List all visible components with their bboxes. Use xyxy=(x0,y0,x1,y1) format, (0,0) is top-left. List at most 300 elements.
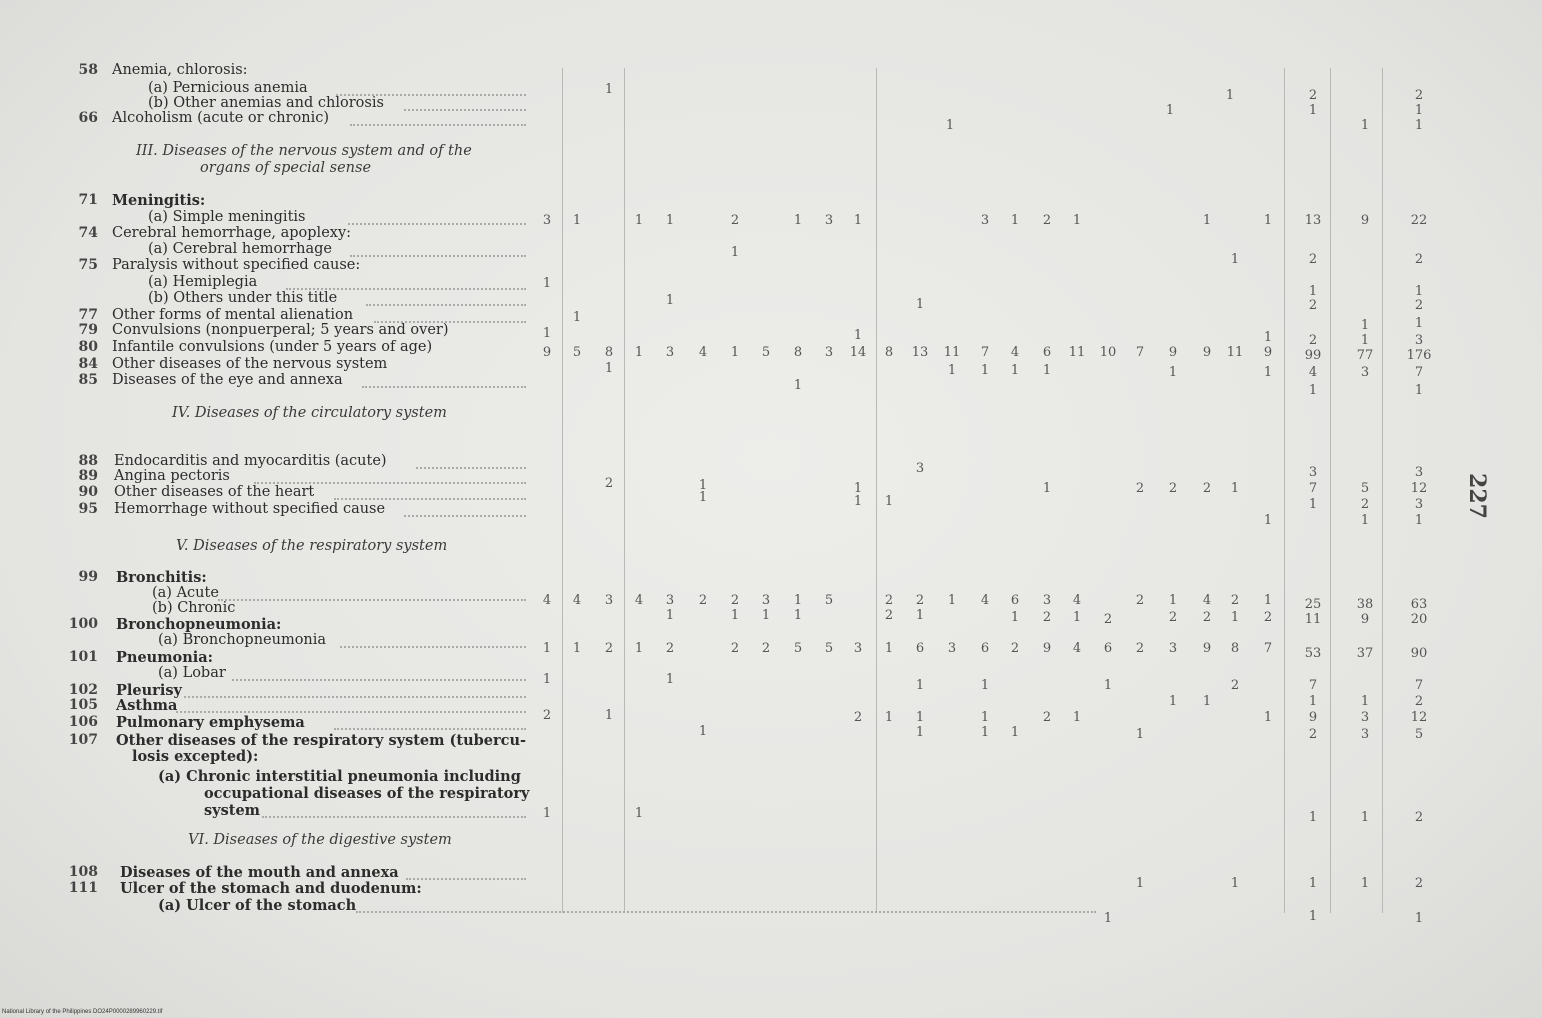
table-cell: 1 xyxy=(1360,694,1370,709)
row-label: Anemia, chlorosis: xyxy=(112,62,248,78)
row-number: 74 xyxy=(78,225,98,241)
table-cell: 1 xyxy=(542,672,552,687)
table-cell: 5 xyxy=(1414,727,1424,742)
table-cell: 1 xyxy=(1414,513,1424,528)
row-label: Endocarditis and myocarditis (acute) xyxy=(114,453,387,469)
table-cell: 14 xyxy=(849,345,867,360)
row-label: occupational diseases of the respiratory xyxy=(204,785,530,802)
table-cell: 2 xyxy=(1010,641,1020,656)
table-cell: 1 xyxy=(1042,363,1052,378)
table-cell: 1 xyxy=(698,724,708,739)
column-rule xyxy=(1382,68,1383,913)
row-label: Bronchitis: xyxy=(116,569,207,586)
table-cell: 4 xyxy=(634,593,644,608)
table-cell: 4 xyxy=(1308,365,1318,380)
table-cell: 1 xyxy=(542,806,552,821)
table-cell: 2 xyxy=(1308,88,1318,103)
row-label: (a) Bronchopneumonia xyxy=(158,632,327,648)
table-cell: 8 xyxy=(1230,641,1240,656)
table-cell: 3 xyxy=(980,213,990,228)
table-cell: 1 xyxy=(793,213,803,228)
table-cell: 8 xyxy=(793,345,803,360)
table-cell: 1 xyxy=(980,363,990,378)
dot-leader xyxy=(184,696,526,698)
table-cell: 9 xyxy=(1202,345,1212,360)
table-cell: 4 xyxy=(1010,345,1020,360)
column-rule xyxy=(1284,68,1285,913)
table-cell: 2 xyxy=(1308,298,1318,313)
table-cell: 9 xyxy=(1308,710,1318,725)
dot-leader xyxy=(366,304,526,306)
row-label: (a) Simple meningitis xyxy=(148,209,306,225)
table-cell: 2 xyxy=(1263,610,1273,625)
table-cell: 1 xyxy=(1010,610,1020,625)
table-cell: 1 xyxy=(947,363,957,378)
row-label: (a) Chronic interstitial pneumonia including xyxy=(158,768,521,785)
table-cell: 2 xyxy=(730,213,740,228)
table-cell: 20 xyxy=(1410,612,1428,627)
row-label: Other diseases of the nervous system xyxy=(112,356,388,372)
table-cell: 6 xyxy=(980,641,990,656)
row-label: (a) Cerebral hemorrhage xyxy=(148,241,332,257)
section-heading: organs of special sense xyxy=(200,160,372,176)
table-cell: 13 xyxy=(1304,213,1322,228)
table-cell: 3 xyxy=(604,593,614,608)
table-cell: 1 xyxy=(604,708,614,723)
section-heading: III. Diseases of the nervous system and of the xyxy=(136,143,472,159)
row-number: 95 xyxy=(78,501,98,517)
table-cell: 1 xyxy=(1225,88,1235,103)
table-cell: 1 xyxy=(1010,213,1020,228)
table-cell: 90 xyxy=(1410,646,1428,661)
table-cell: 3 xyxy=(1414,465,1424,480)
table-cell: 1 xyxy=(572,213,582,228)
table-cell: 3 xyxy=(853,641,863,656)
table-cell: 6 xyxy=(915,641,925,656)
table-cell: 1 xyxy=(1308,284,1318,299)
table-cell: 1 xyxy=(1308,103,1318,118)
table-cell: 2 xyxy=(1414,810,1424,825)
row-label: Asthma xyxy=(116,697,178,714)
table-cell: 1 xyxy=(634,641,644,656)
table-cell: 6 xyxy=(1103,641,1113,656)
row-number: 101 xyxy=(68,649,98,665)
row-label: Pulmonary emphysema xyxy=(116,714,305,731)
table-cell: 1 xyxy=(1308,497,1318,512)
table-cell: 2 xyxy=(1414,694,1424,709)
table-cell: 1 xyxy=(634,345,644,360)
table-cell: 1 xyxy=(1103,911,1113,926)
table-cell: 1 xyxy=(1308,909,1318,924)
table-cell: 1 xyxy=(698,490,708,505)
table-cell: 5 xyxy=(1360,481,1370,496)
table-cell: 2 xyxy=(1414,876,1424,891)
table-cell: 3 xyxy=(1042,593,1052,608)
row-label: Convulsions (nonpuerperal; 5 years and over) xyxy=(112,322,449,338)
table-cell: 4 xyxy=(1072,593,1082,608)
section-heading: V. Diseases of the respiratory system xyxy=(176,538,448,554)
table-cell: 3 xyxy=(1308,465,1318,480)
table-cell: 77 xyxy=(1356,348,1374,363)
table-cell: 2 xyxy=(915,593,925,608)
table-cell: 1 xyxy=(1414,316,1424,331)
table-cell: 1 xyxy=(945,118,955,133)
column-rule xyxy=(562,68,563,913)
table-cell: 3 xyxy=(761,593,771,608)
table-cell: 11 xyxy=(1304,612,1322,627)
table-cell: 2 xyxy=(1135,593,1145,608)
table-cell: 1 xyxy=(1230,876,1240,891)
table-cell: 2 xyxy=(1230,678,1240,693)
table-cell: 1 xyxy=(1263,513,1273,528)
table-cell: 3 xyxy=(665,593,675,608)
table-cell: 1 xyxy=(542,641,552,656)
section-heading: VI. Diseases of the digestive system xyxy=(188,832,452,848)
table-cell: 1 xyxy=(665,293,675,308)
row-label: (a) Acute xyxy=(152,585,219,601)
table-cell: 1 xyxy=(853,328,863,343)
table-cell: 1 xyxy=(604,82,614,97)
table-cell: 1 xyxy=(542,326,552,341)
table-cell: 1 xyxy=(1010,363,1020,378)
table-cell: 2 xyxy=(884,593,894,608)
dot-leader xyxy=(406,878,526,880)
row-label: Pneumonia: xyxy=(116,649,214,666)
table-cell: 1 xyxy=(1230,252,1240,267)
row-label: losis excepted): xyxy=(132,748,259,765)
table-cell: 2 xyxy=(1202,610,1212,625)
table-cell: 7 xyxy=(1308,678,1318,693)
table-cell: 2 xyxy=(604,476,614,491)
row-label: Other diseases of the respiratory system (tubercu- xyxy=(116,732,527,749)
row-label: Diseases of the mouth and annexa xyxy=(120,864,399,881)
table-cell: 2 xyxy=(1168,481,1178,496)
table-cell: 1 xyxy=(884,494,894,509)
table-cell: 1 xyxy=(730,345,740,360)
table-cell: 9 xyxy=(1360,213,1370,228)
table-cell: 1 xyxy=(1360,876,1370,891)
table-cell: 1 xyxy=(634,213,644,228)
row-label: Bronchopneumonia: xyxy=(116,616,282,633)
table-cell: 1 xyxy=(980,678,990,693)
column-rule xyxy=(624,68,625,913)
dot-leader xyxy=(356,911,1096,913)
table-cell: 2 xyxy=(1230,593,1240,608)
row-number: 100 xyxy=(68,616,98,632)
column-rule xyxy=(876,68,877,913)
row-number: 80 xyxy=(78,339,98,355)
row-label: (b) Chronic xyxy=(152,600,236,616)
table-cell: 1 xyxy=(884,710,894,725)
dot-leader xyxy=(416,467,526,469)
row-label: (a) Pernicious anemia xyxy=(148,80,308,96)
row-label: Meningitis: xyxy=(112,192,206,209)
row-label: Pleurisy xyxy=(116,682,182,699)
table-cell: 7 xyxy=(1135,345,1145,360)
table-cell: 11 xyxy=(943,345,961,360)
table-cell: 1 xyxy=(1263,710,1273,725)
table-cell: 1 xyxy=(730,608,740,623)
table-cell: 2 xyxy=(542,708,552,723)
table-cell: 1 xyxy=(1263,213,1273,228)
dot-leader xyxy=(334,498,526,500)
row-number: 111 xyxy=(68,880,98,896)
table-cell: 99 xyxy=(1304,348,1322,363)
table-cell: 1 xyxy=(1230,610,1240,625)
row-label: (b) Other anemias and chlorosis xyxy=(148,95,384,111)
table-cell: 2 xyxy=(1414,252,1424,267)
table-cell: 1 xyxy=(1168,365,1178,380)
table-cell: 3 xyxy=(665,345,675,360)
table-cell: 1 xyxy=(1202,694,1212,709)
row-label: Angina pectoris xyxy=(114,468,230,484)
table-cell: 4 xyxy=(1202,593,1212,608)
dot-leader xyxy=(362,386,526,388)
table-cell: 5 xyxy=(824,641,834,656)
table-cell: 1 xyxy=(1308,810,1318,825)
table-cell: 2 xyxy=(1168,610,1178,625)
table-cell: 1 xyxy=(1072,710,1082,725)
table-cell: 1 xyxy=(1414,103,1424,118)
table-cell: 1 xyxy=(665,213,675,228)
table-cell: 1 xyxy=(1168,593,1178,608)
row-number: 85 xyxy=(78,372,98,388)
row-number: 99 xyxy=(78,569,98,585)
table-cell: 2 xyxy=(1202,481,1212,496)
table-cell: 37 xyxy=(1356,646,1374,661)
table-cell: 1 xyxy=(1072,213,1082,228)
table-cell: 3 xyxy=(824,345,834,360)
row-number: 108 xyxy=(68,864,98,880)
table-cell: 1 xyxy=(1360,810,1370,825)
table-cell: 2 xyxy=(730,593,740,608)
table-cell: 1 xyxy=(853,213,863,228)
dot-leader xyxy=(404,109,526,111)
row-label: Cerebral hemorrhage, apoplexy: xyxy=(112,225,352,241)
column-rule xyxy=(1330,68,1331,913)
row-number: 90 xyxy=(78,484,98,500)
table-cell: 1 xyxy=(730,245,740,260)
dot-leader xyxy=(262,816,526,818)
dot-leader xyxy=(348,223,526,225)
table-cell: 3 xyxy=(947,641,957,656)
table-cell: 1 xyxy=(1308,383,1318,398)
table-cell: 1 xyxy=(915,725,925,740)
table-cell: 22 xyxy=(1410,213,1428,228)
table-cell: 2 xyxy=(761,641,771,656)
table-cell: 1 xyxy=(915,710,925,725)
table-cell: 1 xyxy=(853,481,863,496)
table-cell: 2 xyxy=(1135,481,1145,496)
table-cell: 1 xyxy=(542,276,552,291)
dot-leader xyxy=(232,679,526,681)
table-cell: 1 xyxy=(1263,330,1273,345)
table-cell: 1 xyxy=(1165,103,1175,118)
table-cell: 2 xyxy=(1042,610,1052,625)
table-cell: 2 xyxy=(853,710,863,725)
table-cell: 9 xyxy=(1263,345,1273,360)
footer-caption: National Library of the Philippines DO24P0000289960229.tif xyxy=(2,1009,163,1015)
table-cell: 1 xyxy=(947,593,957,608)
table-cell: 176 xyxy=(1406,348,1432,363)
table-cell: 2 xyxy=(1308,727,1318,742)
row-number: 88 xyxy=(78,453,98,469)
table-cell: 5 xyxy=(824,593,834,608)
table-cell: 6 xyxy=(1010,593,1020,608)
row-number: 77 xyxy=(78,307,98,323)
table-cell: 3 xyxy=(915,461,925,476)
table-cell: 10 xyxy=(1099,345,1117,360)
row-number: 75 xyxy=(78,257,98,273)
dot-leader xyxy=(218,599,526,601)
row-label: (b) Others under this title xyxy=(148,290,338,306)
row-label: Ulcer of the stomach and duodenum: xyxy=(120,880,422,897)
section-heading: IV. Diseases of the circulatory system xyxy=(172,405,447,421)
table-cell: 1 xyxy=(572,641,582,656)
row-number: 105 xyxy=(68,697,98,713)
dot-leader xyxy=(350,255,526,257)
table-cell: 25 xyxy=(1304,597,1322,612)
table-cell: 3 xyxy=(1414,333,1424,348)
row-label: Infantile convulsions (under 5 years of age) xyxy=(112,339,433,355)
row-label: Diseases of the eye and annexa xyxy=(112,372,343,388)
table-cell: 1 xyxy=(793,378,803,393)
table-cell: 53 xyxy=(1304,646,1322,661)
table-cell: 1 xyxy=(1414,118,1424,133)
table-cell: 2 xyxy=(1103,612,1113,627)
page-number: 227 xyxy=(1463,473,1490,519)
table-cell: 1 xyxy=(1230,481,1240,496)
dot-leader xyxy=(334,728,526,730)
table-cell: 63 xyxy=(1410,597,1428,612)
table-cell: 1 xyxy=(853,494,863,509)
table-cell: 4 xyxy=(1072,641,1082,656)
row-number: 79 xyxy=(78,322,98,338)
table-cell: 1 xyxy=(1360,513,1370,528)
table-cell: 2 xyxy=(1414,298,1424,313)
table-cell: 1 xyxy=(1135,876,1145,891)
table-cell: 2 xyxy=(1414,88,1424,103)
table-cell: 2 xyxy=(1360,497,1370,512)
table-cell: 1 xyxy=(1360,333,1370,348)
table-cell: 1 xyxy=(572,310,582,325)
row-number: 102 xyxy=(68,682,98,698)
table-cell: 9 xyxy=(1202,641,1212,656)
table-cell: 4 xyxy=(572,593,582,608)
table-cell: 1 xyxy=(1414,284,1424,299)
table-cell: 1 xyxy=(1202,213,1212,228)
table-cell: 1 xyxy=(980,725,990,740)
table-cell: 2 xyxy=(1042,710,1052,725)
table-cell: 1 xyxy=(1308,694,1318,709)
table-cell: 11 xyxy=(1226,345,1244,360)
table-cell: 7 xyxy=(1263,641,1273,656)
table-cell: 1 xyxy=(915,297,925,312)
row-label: system xyxy=(204,802,261,819)
table-cell: 4 xyxy=(542,593,552,608)
table-cell: 2 xyxy=(1135,641,1145,656)
table-cell: 1 xyxy=(1360,318,1370,333)
dot-leader xyxy=(340,646,526,648)
table-cell: 9 xyxy=(1168,345,1178,360)
table-cell: 8 xyxy=(884,345,894,360)
table-cell: 1 xyxy=(1010,725,1020,740)
table-cell: 1 xyxy=(1135,727,1145,742)
table-cell: 1 xyxy=(793,593,803,608)
table-cell: 1 xyxy=(1308,876,1318,891)
table-cell: 7 xyxy=(980,345,990,360)
dot-leader xyxy=(404,515,526,517)
table-cell: 1 xyxy=(915,608,925,623)
table-cell: 3 xyxy=(824,213,834,228)
table-cell: 1 xyxy=(915,678,925,693)
table-cell: 2 xyxy=(665,641,675,656)
table-cell: 1 xyxy=(1360,118,1370,133)
row-label: Other diseases of the heart xyxy=(114,484,315,500)
row-number: 58 xyxy=(78,62,98,78)
table-cell: 7 xyxy=(1414,365,1424,380)
table-cell: 12 xyxy=(1410,481,1428,496)
row-label: Alcoholism (acute or chronic) xyxy=(112,110,330,126)
row-number: 89 xyxy=(78,468,98,484)
table-cell: 9 xyxy=(542,345,552,360)
table-cell: 1 xyxy=(1263,365,1273,380)
table-cell: 4 xyxy=(980,593,990,608)
table-cell: 1 xyxy=(884,641,894,656)
row-number: 84 xyxy=(78,356,98,372)
table-cell: 2 xyxy=(1042,213,1052,228)
table-cell: 2 xyxy=(1308,333,1318,348)
row-number: 71 xyxy=(78,192,98,208)
table-cell: 2 xyxy=(698,593,708,608)
dot-leader xyxy=(176,711,526,713)
table-cell: 1 xyxy=(1168,694,1178,709)
table-cell: 9 xyxy=(1042,641,1052,656)
table-cell: 1 xyxy=(1042,481,1052,496)
table-cell: 1 xyxy=(698,478,708,493)
dot-leader xyxy=(350,124,526,126)
row-label: (a) Hemiplegia xyxy=(148,274,258,290)
table-cell: 1 xyxy=(793,608,803,623)
table-cell: 9 xyxy=(1360,612,1370,627)
table-cell: 13 xyxy=(911,345,929,360)
table-cell: 38 xyxy=(1356,597,1374,612)
table-cell: 4 xyxy=(698,345,708,360)
table-cell: 1 xyxy=(1103,678,1113,693)
table-cell: 11 xyxy=(1068,345,1086,360)
table-cell: 8 xyxy=(604,345,614,360)
table-cell: 5 xyxy=(572,345,582,360)
table-cell: 7 xyxy=(1308,481,1318,496)
table-cell: 5 xyxy=(793,641,803,656)
table-cell: 3 xyxy=(1360,365,1370,380)
table-cell: 1 xyxy=(1414,383,1424,398)
table-cell: 2 xyxy=(1308,252,1318,267)
table-cell: 3 xyxy=(1168,641,1178,656)
table-cell: 2 xyxy=(884,608,894,623)
row-label: (a) Lobar xyxy=(158,665,226,681)
row-number: 107 xyxy=(68,732,98,748)
table-cell: 1 xyxy=(980,710,990,725)
table-cell: 3 xyxy=(1414,497,1424,512)
table-cell: 1 xyxy=(1414,911,1424,926)
table-cell: 1 xyxy=(665,608,675,623)
table-cell: 1 xyxy=(665,672,675,687)
table-cell: 1 xyxy=(634,806,644,821)
table-cell: 6 xyxy=(1042,345,1052,360)
table-cell: 1 xyxy=(604,361,614,376)
row-number: 66 xyxy=(78,110,98,126)
